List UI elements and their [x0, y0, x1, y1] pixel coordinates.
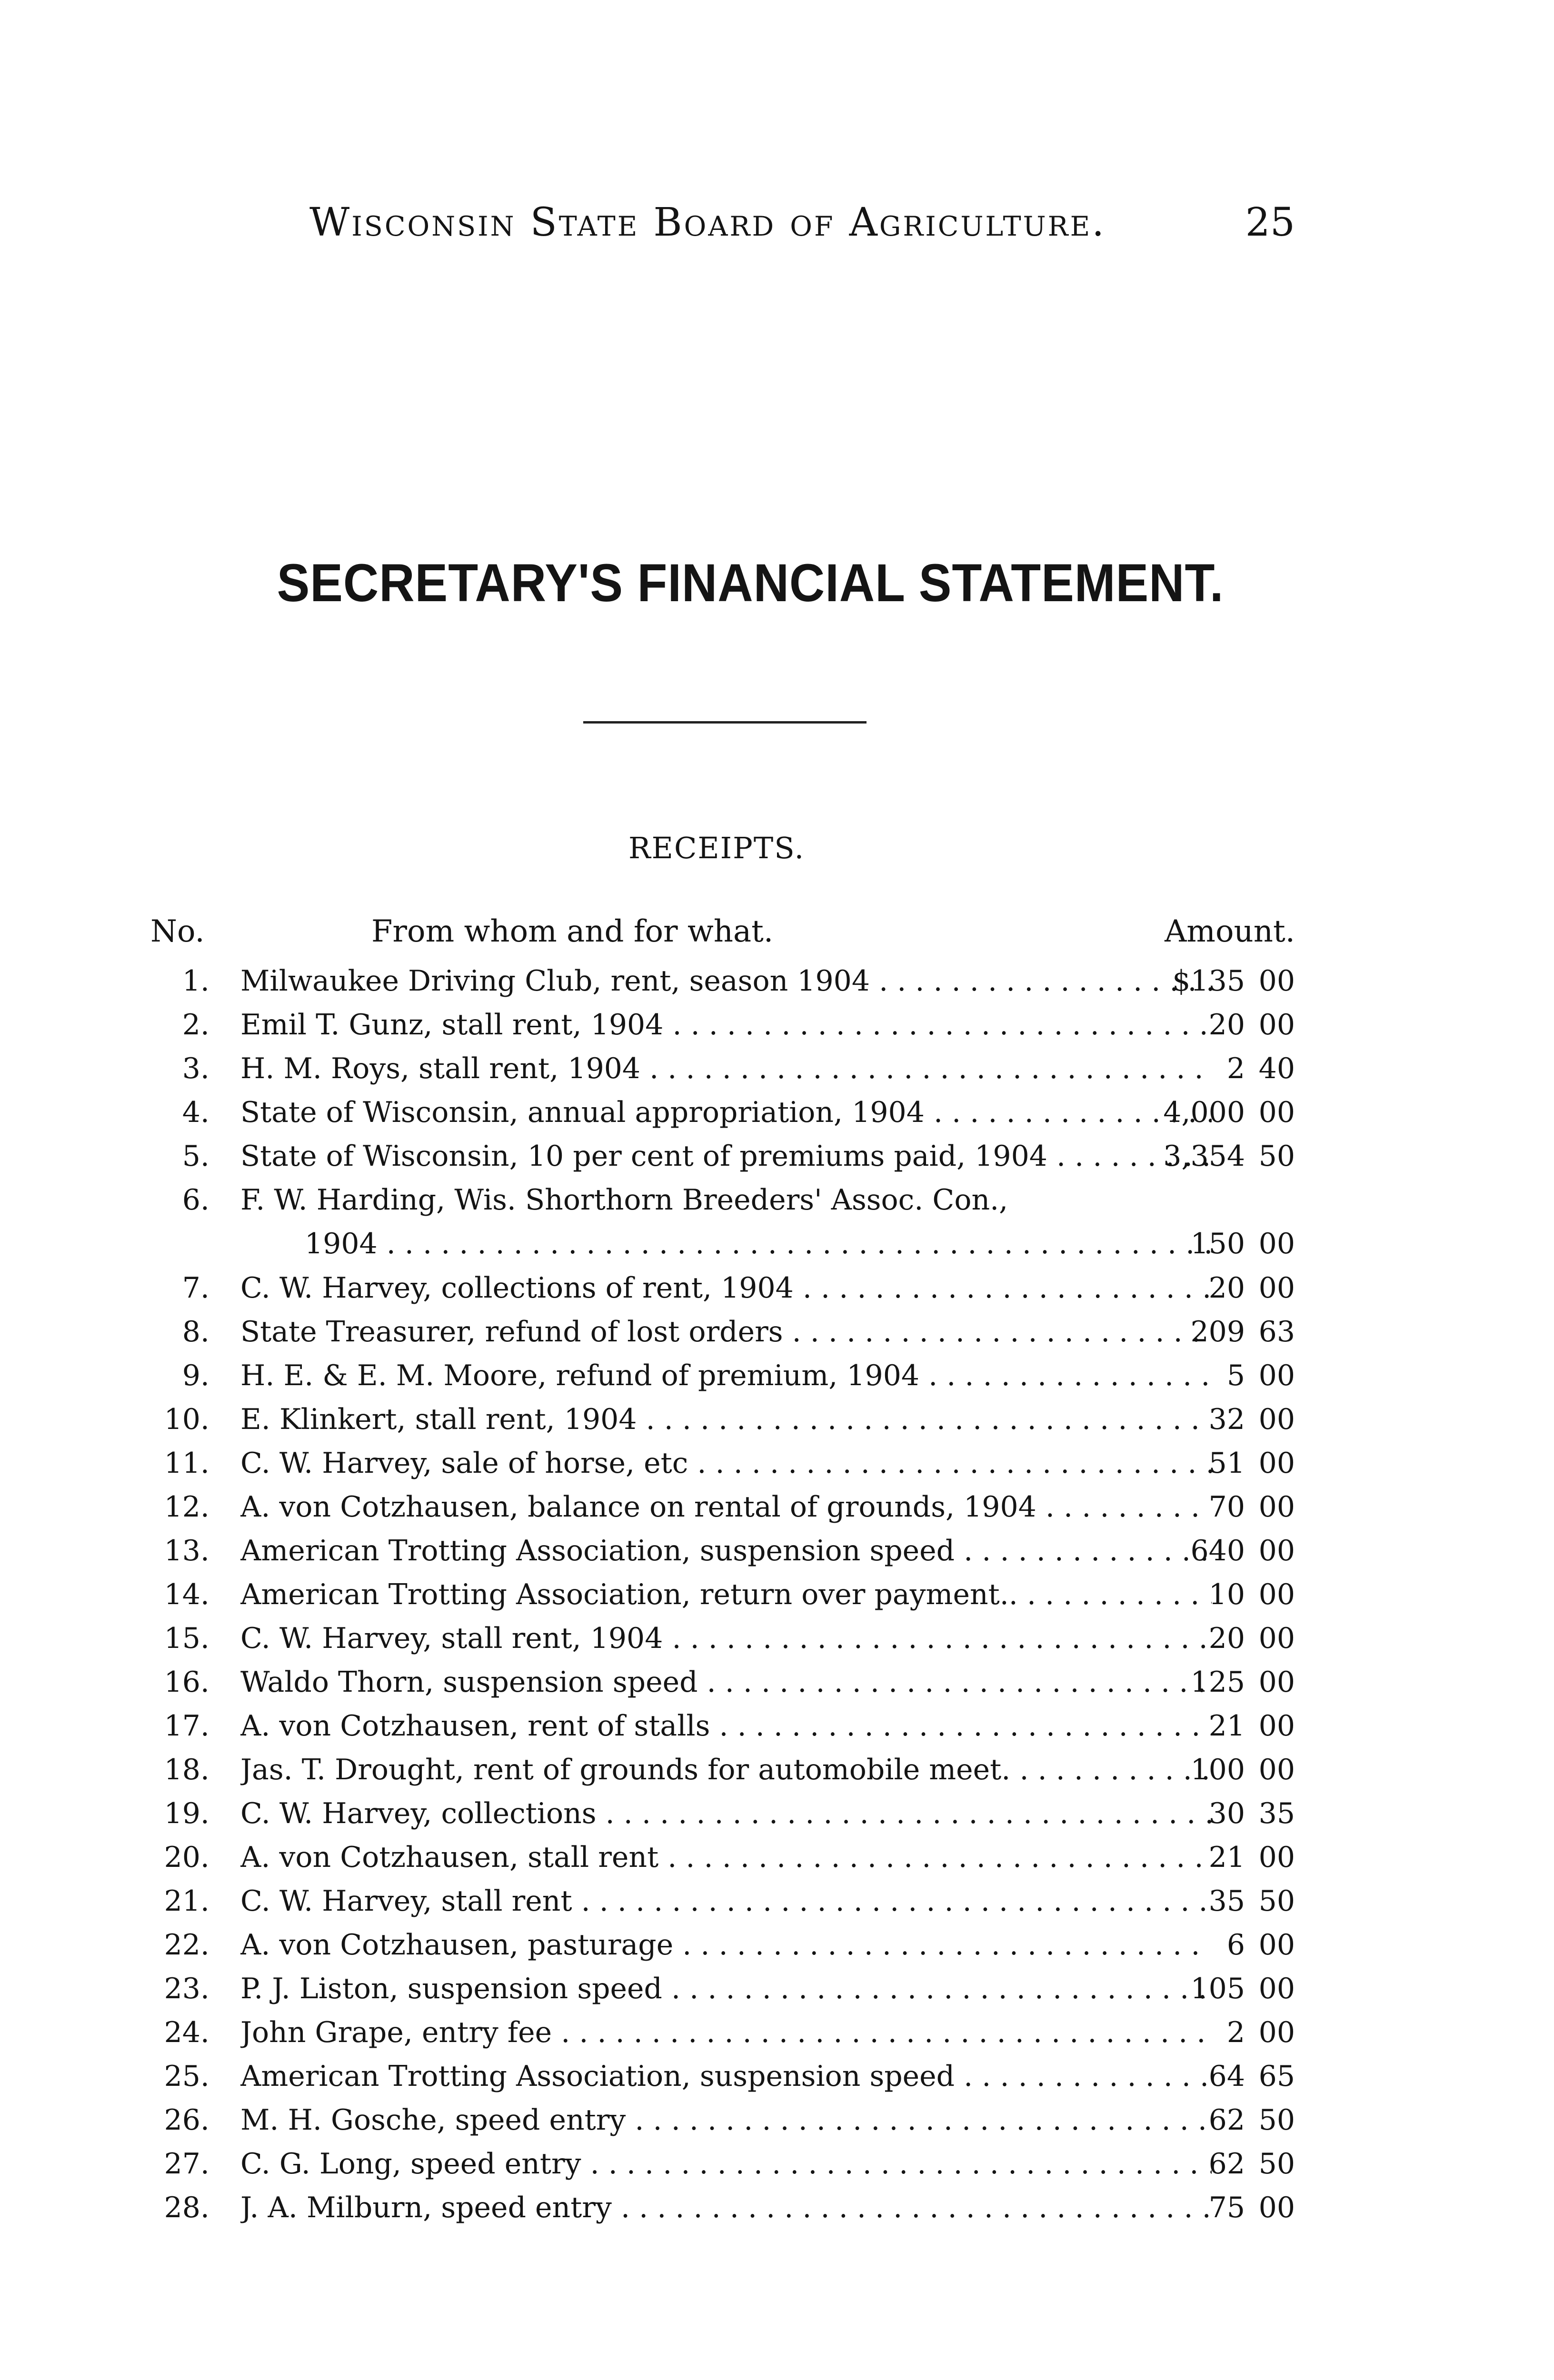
amount-cents: 00	[1258, 1841, 1295, 1874]
amount-dollars: 70	[1208, 1490, 1245, 1524]
row-number: 19.	[164, 1797, 209, 1830]
table-row	[143, 1923, 1295, 1967]
column-header-no: No.	[150, 914, 205, 949]
row-amount	[1136, 1222, 1295, 1266]
amount-dollars: 6	[1226, 1928, 1245, 1962]
amount-cents: 50	[1258, 2147, 1295, 2181]
row-amount	[1136, 1134, 1295, 1178]
row-number: 17.	[164, 1709, 209, 1743]
amount-dollars: 150	[1190, 1227, 1245, 1260]
column-headers	[143, 914, 1295, 959]
row-number: 8.	[182, 1315, 209, 1349]
row-description: P. J. Liston, suspension speed . . .	[240, 1967, 1212, 2011]
table-row	[143, 2054, 1295, 2098]
row-amount	[1136, 2054, 1295, 2098]
table-row	[143, 2142, 1295, 2186]
table-row	[143, 1047, 1295, 1091]
row-description: John Grape, entry fee . . .	[240, 2011, 1212, 2054]
amount-cents: 00	[1258, 2016, 1295, 2049]
row-description: American Trotting Association, return over payment.. . . .	[240, 1573, 1212, 1616]
row-number: 10.	[164, 1403, 209, 1436]
amount-cents: 00	[1258, 1096, 1295, 1129]
amount-dollars: 75	[1208, 2191, 1245, 2224]
amount-dollars: 21	[1208, 1709, 1245, 1743]
amount-cents: 00	[1258, 1008, 1295, 1041]
row-number: 9.	[182, 1359, 209, 1392]
title-rule	[583, 721, 867, 724]
row-amount	[1136, 1616, 1295, 1660]
amount-cents: 00	[1258, 1928, 1295, 1962]
amount-dollars: 2	[1226, 2016, 1245, 2049]
amount-cents: 00	[1258, 1709, 1295, 1743]
table-row	[143, 1003, 1295, 1047]
row-description: A. von Cotzhausen, pasturage . . .	[240, 1923, 1212, 1967]
amount-dollars: 62	[1208, 2103, 1245, 2137]
table-row	[143, 1879, 1295, 1923]
amount-dollars: 21	[1208, 1841, 1245, 1874]
row-description: C. W. Harvey, stall rent, 1904 . . .	[240, 1616, 1212, 1660]
amount-cents: 40	[1258, 1052, 1295, 1085]
amount-dollars: 5	[1226, 1359, 1245, 1392]
row-amount	[1136, 1748, 1295, 1792]
amount-dollars: 20	[1208, 1622, 1245, 1655]
row-description: F. W. Harding, Wis. Shorthorn Breeders' Assoc. Con.,	[240, 1183, 1008, 1217]
row-amount	[1136, 1923, 1295, 1967]
row-description: C. W. Harvey, sale of horse, etc . . .	[240, 1441, 1212, 1485]
table-row	[143, 1660, 1295, 1704]
amount-dollars: 64	[1208, 2060, 1245, 2093]
section-title: RECEIPTS.	[628, 831, 805, 865]
amount-dollars: 10	[1208, 1578, 1245, 1611]
amount-cents: 00	[1258, 2191, 1295, 2224]
row-amount	[1136, 1310, 1295, 1354]
amount-dollars: 125	[1190, 1666, 1245, 1699]
row-number: 11.	[164, 1447, 209, 1480]
table-row	[143, 1134, 1295, 1178]
amount-dollars: 35	[1208, 1884, 1245, 1918]
row-amount	[1136, 2098, 1295, 2142]
amount-cents: 00	[1258, 1490, 1295, 1524]
amount-dollars: 209	[1190, 1315, 1245, 1349]
row-amount	[1136, 1704, 1295, 1748]
row-description: Emil T. Gunz, stall rent, 1904 . . .	[240, 1003, 1212, 1047]
row-amount	[1136, 1485, 1295, 1529]
row-description: A. von Cotzhausen, rent of stalls . . .	[240, 1704, 1212, 1748]
table-row	[143, 1178, 1295, 1266]
amount-cents: 00	[1258, 1666, 1295, 1699]
amount-cents: 00	[1258, 1578, 1295, 1611]
amount-dollars: 100	[1190, 1753, 1245, 1786]
row-number: 15.	[164, 1622, 209, 1655]
amount-cents: 00	[1258, 1271, 1295, 1305]
table-row	[143, 1266, 1295, 1310]
amount-cents: 65	[1258, 2060, 1295, 2093]
amount-cents: 00	[1258, 1227, 1295, 1260]
table-row	[143, 1967, 1295, 2011]
row-description: M. H. Gosche, speed entry . . .	[240, 2098, 1212, 2142]
amount-dollars: $135	[1172, 964, 1245, 998]
table-row	[143, 1485, 1295, 1529]
amount-cents: 00	[1258, 1753, 1295, 1786]
row-number: 3.	[182, 1052, 209, 1085]
row-amount	[1136, 1266, 1295, 1310]
amount-cents: 00	[1258, 1534, 1295, 1567]
row-description: State of Wisconsin, 10 per cent of premiums paid, 1904 . . .	[240, 1134, 1212, 1178]
receipts-table	[143, 914, 1295, 2230]
row-number: 23.	[164, 1972, 209, 2005]
table-row	[143, 2098, 1295, 2142]
row-description: State Treasurer, refund of lost orders . . .	[240, 1310, 1212, 1354]
row-number: 26.	[164, 2103, 209, 2137]
table-row	[143, 1310, 1295, 1354]
row-description: C. W. Harvey, collections of rent, 1904 . . .	[240, 1266, 1212, 1310]
row-number: 18.	[164, 1753, 209, 1786]
row-description: H. M. Roys, stall rent, 1904 . . .	[240, 1047, 1212, 1091]
row-amount	[1136, 2186, 1295, 2230]
table-row	[143, 959, 1295, 1003]
row-description: C. G. Long, speed entry . . .	[240, 2142, 1212, 2186]
row-number: 5.	[182, 1140, 209, 1173]
amount-dollars: 30	[1208, 1797, 1245, 1830]
running-header	[309, 200, 1295, 257]
row-number: 4.	[182, 1096, 209, 1129]
table-row	[143, 2186, 1295, 2230]
amount-cents: 50	[1258, 2103, 1295, 2137]
row-number: 21.	[164, 1884, 209, 1918]
row-description: J. A. Milburn, speed entry . . .	[240, 2186, 1212, 2230]
row-number: 14.	[164, 1578, 209, 1611]
table-row	[143, 1529, 1295, 1573]
row-description: A. von Cotzhausen, balance on rental of grounds, 1904 . . .	[240, 1485, 1212, 1529]
row-number: 24.	[164, 2016, 209, 2049]
amount-dollars: 32	[1208, 1403, 1245, 1436]
row-amount	[1136, 1003, 1295, 1047]
amount-dollars: 51	[1208, 1447, 1245, 1480]
amount-cents: 00	[1258, 1447, 1295, 1480]
table-row	[143, 1091, 1295, 1134]
row-amount	[1136, 1660, 1295, 1704]
column-header-from: From whom and for what.	[371, 914, 774, 949]
amount-cents: 50	[1258, 1140, 1295, 1173]
table-row	[143, 1704, 1295, 1748]
running-title: Wisconsin State Board of Agriculture.	[309, 200, 1106, 245]
row-number: 7.	[182, 1271, 209, 1305]
row-description-continued: 1904 . . .	[305, 1222, 1212, 1266]
amount-dollars: 640	[1190, 1534, 1245, 1567]
row-amount	[1136, 1792, 1295, 1835]
amount-cents: 50	[1258, 1884, 1295, 1918]
table-row	[143, 1748, 1295, 1792]
page-number: 25	[1245, 200, 1295, 245]
amount-dollars: 4,000	[1163, 1096, 1245, 1129]
row-number: 2.	[182, 1008, 209, 1041]
amount-dollars: 62	[1208, 2147, 1245, 2181]
row-description: American Trotting Association, suspension speed . . .	[240, 2054, 1212, 2098]
row-description: C. W. Harvey, collections . . .	[240, 1792, 1212, 1835]
table-row	[143, 2011, 1295, 2054]
row-number: 6.	[182, 1183, 209, 1217]
row-description: American Trotting Association, suspension speed . . .	[240, 1529, 1212, 1573]
row-description: A. von Cotzhausen, stall rent . . .	[240, 1835, 1212, 1879]
row-amount	[1136, 1529, 1295, 1573]
row-description: E. Klinkert, stall rent, 1904 . . .	[240, 1398, 1212, 1441]
row-description: Jas. T. Drought, rent of grounds for automobile meet. . . .	[240, 1748, 1212, 1792]
row-amount	[1136, 1354, 1295, 1398]
row-number: 22.	[164, 1928, 209, 1962]
row-amount	[1136, 1047, 1295, 1091]
amount-dollars: 3,354	[1163, 1140, 1245, 1173]
column-header-amount: Amount.	[1165, 914, 1295, 949]
table-row	[143, 1616, 1295, 1660]
table-row	[143, 1398, 1295, 1441]
row-number: 16.	[164, 1666, 209, 1699]
table-row	[143, 1835, 1295, 1879]
amount-cents: 00	[1258, 964, 1295, 998]
row-number: 20.	[164, 1841, 209, 1874]
table-row	[143, 1573, 1295, 1616]
row-number: 25.	[164, 2060, 209, 2093]
row-description: C. W. Harvey, stall rent . . .	[240, 1879, 1212, 1923]
row-amount	[1136, 1441, 1295, 1485]
row-number: 12.	[164, 1490, 209, 1524]
row-description: Waldo Thorn, suspension speed . . .	[240, 1660, 1212, 1704]
row-amount	[1136, 1091, 1295, 1134]
row-description: H. E. & E. M. Moore, refund of premium, 1904 . . .	[240, 1354, 1212, 1398]
row-description: Milwaukee Driving Club, rent, season 1904 . . .	[240, 959, 1212, 1003]
row-number: 13.	[164, 1534, 209, 1567]
amount-cents: 00	[1258, 1972, 1295, 2005]
row-amount	[1136, 1573, 1295, 1616]
table-row	[143, 1354, 1295, 1398]
row-amount	[1136, 1879, 1295, 1923]
amount-dollars: 20	[1208, 1271, 1245, 1305]
row-amount	[1136, 2011, 1295, 2054]
row-amount	[1136, 1835, 1295, 1879]
row-number: 28.	[164, 2191, 209, 2224]
amount-cents: 63	[1258, 1315, 1295, 1349]
row-number: 27.	[164, 2147, 209, 2181]
amount-dollars: 2	[1226, 1052, 1245, 1085]
row-description: State of Wisconsin, annual appropriation, 1904 . . .	[240, 1091, 1212, 1134]
amount-cents: 00	[1258, 1403, 1295, 1436]
row-amount	[1136, 959, 1295, 1003]
amount-dollars: 105	[1190, 1972, 1245, 2005]
table-row	[143, 1792, 1295, 1835]
amount-dollars: 20	[1208, 1008, 1245, 1041]
row-amount	[1136, 1967, 1295, 2011]
amount-cents: 00	[1258, 1622, 1295, 1655]
row-number: 1.	[182, 964, 209, 998]
table-row	[143, 1441, 1295, 1485]
row-amount	[1136, 2142, 1295, 2186]
receipts-rows	[143, 959, 1295, 2230]
row-amount	[1136, 1398, 1295, 1441]
page-title: SECRETARY'S FINANCIAL STATEMENT.	[277, 553, 1224, 613]
amount-cents: 35	[1258, 1797, 1295, 1830]
amount-cents: 00	[1258, 1359, 1295, 1392]
